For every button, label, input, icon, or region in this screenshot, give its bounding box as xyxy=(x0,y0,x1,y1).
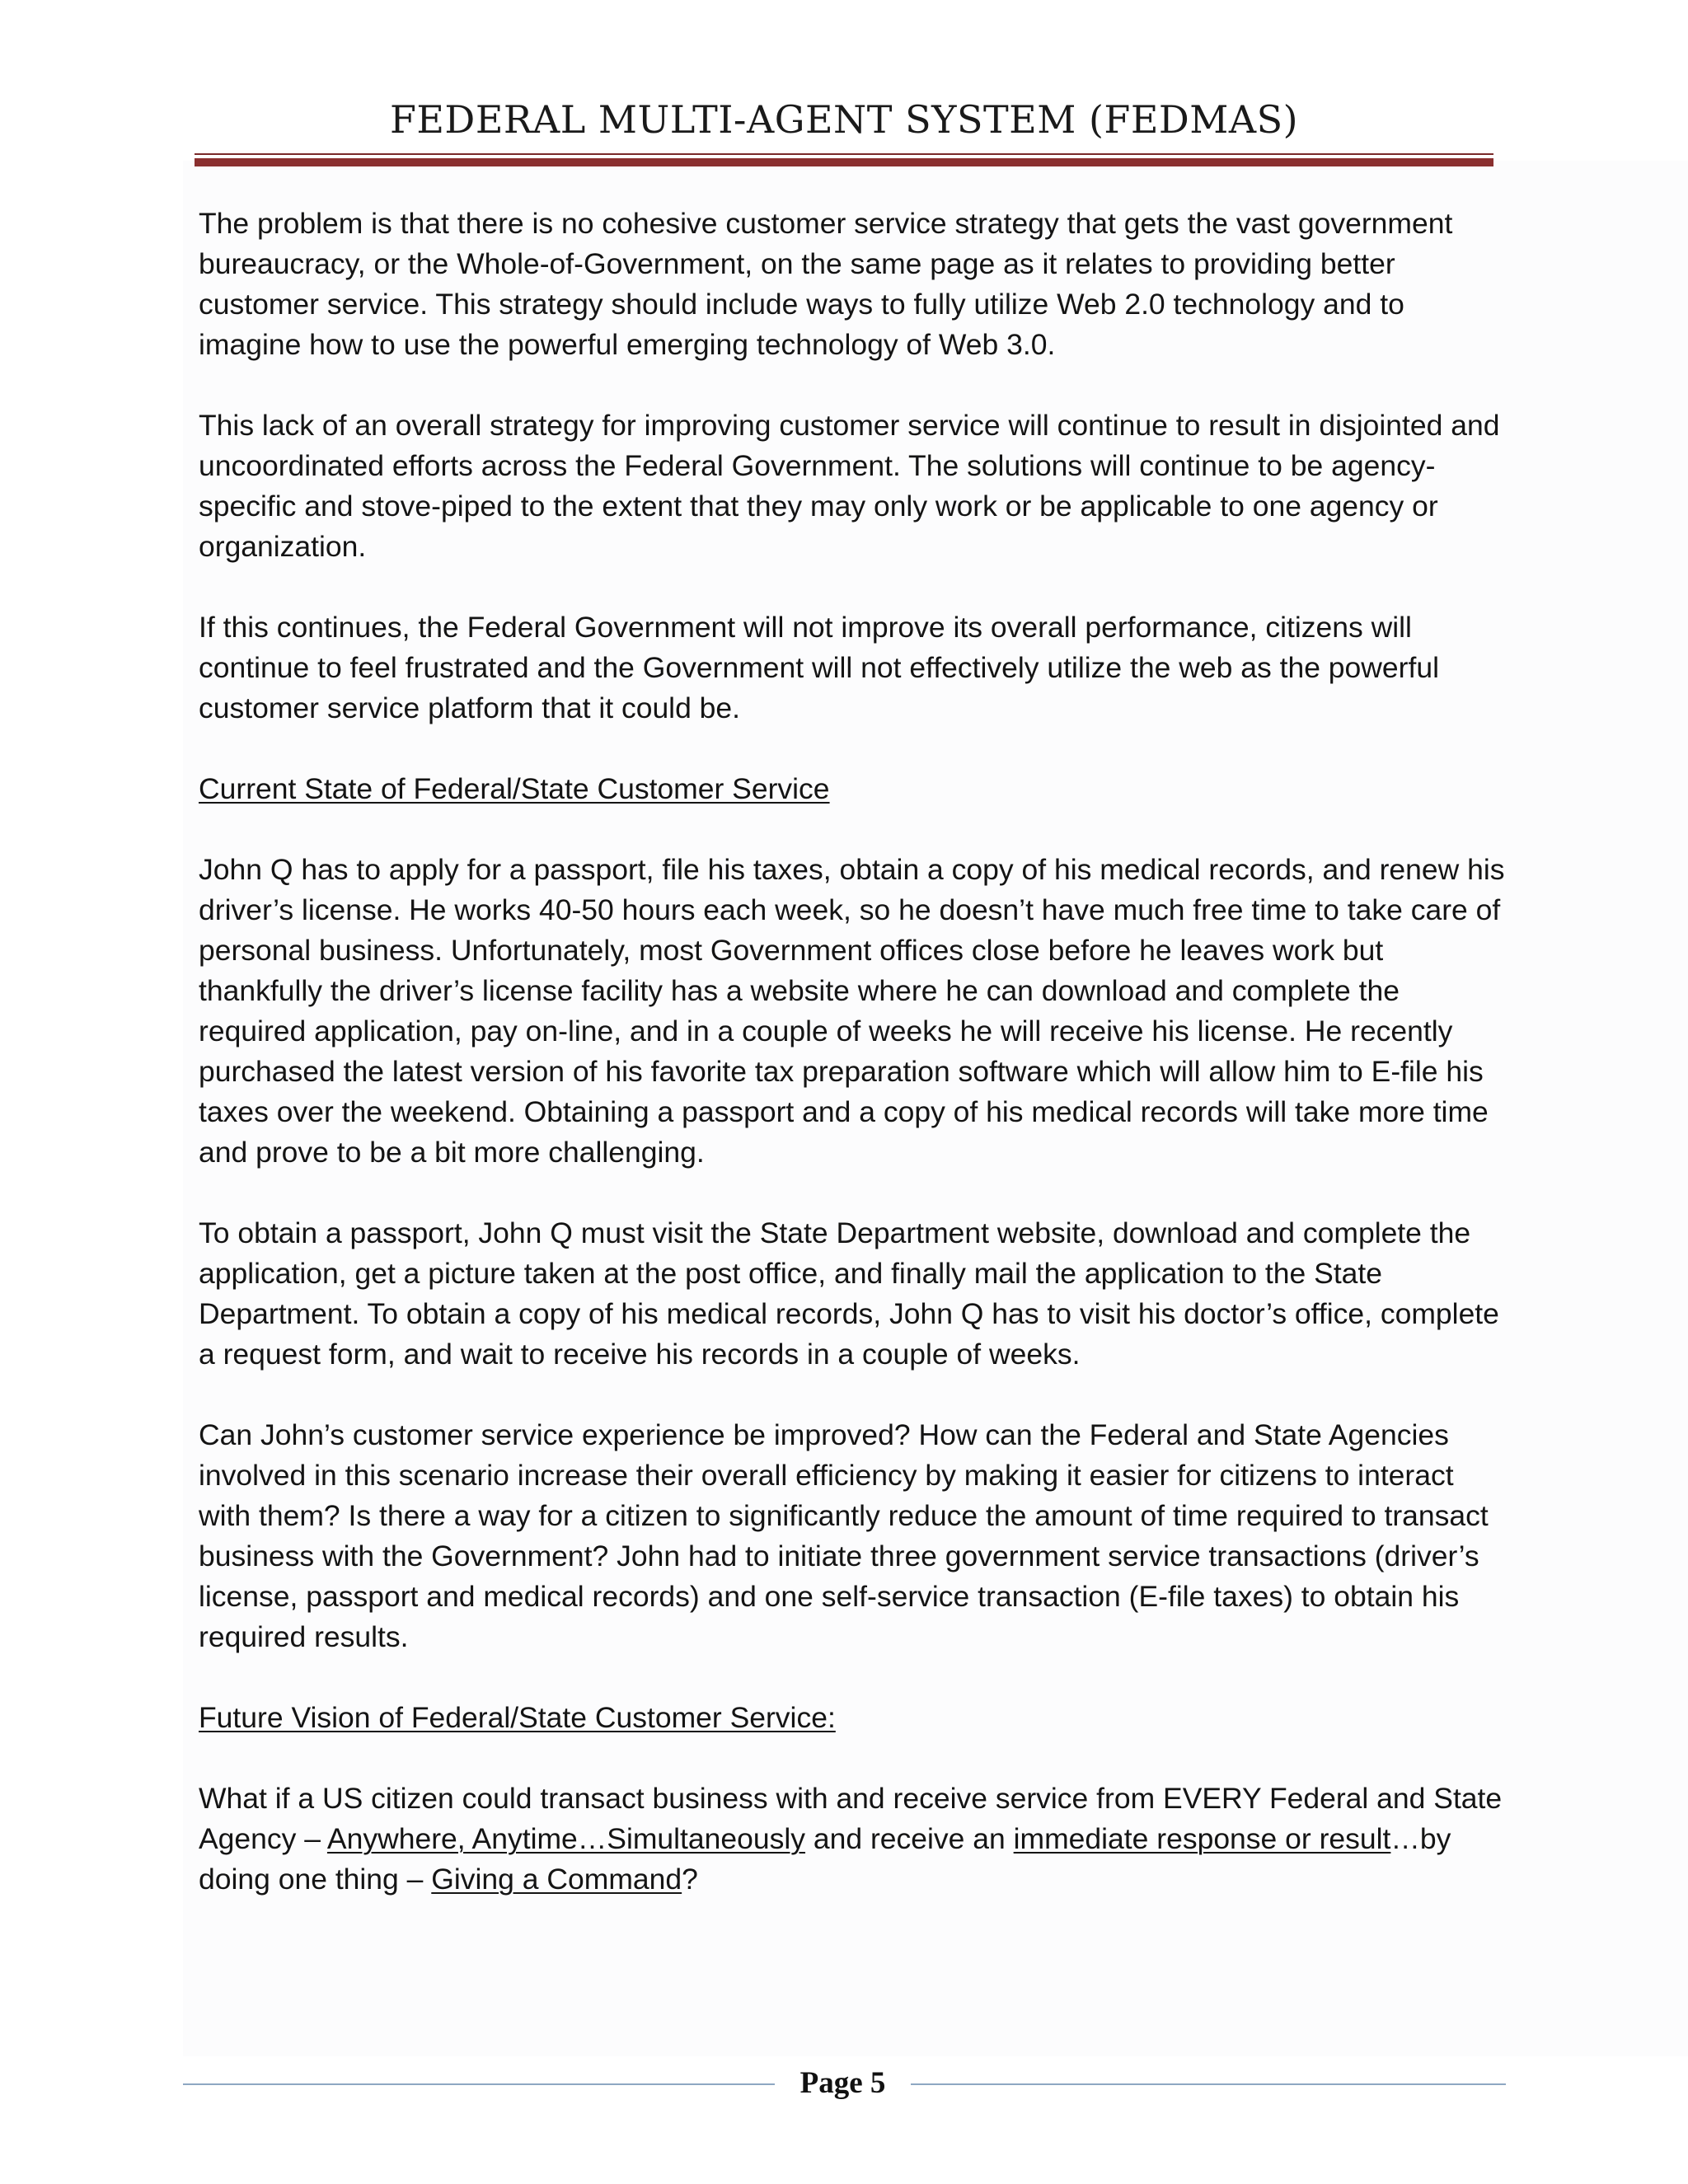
paragraph-consequences: If this continues, the Federal Government will not improve its overall performance, citizens will continue to feel frustrated and the Government will not effectively utilize the web as the powerful customer service platform that it could be. xyxy=(199,611,1439,724)
what-if-text-2: and receive an xyxy=(805,1822,1014,1855)
header-rule-thick xyxy=(195,158,1493,166)
what-if-text-3: …by doing one thing – xyxy=(199,1822,1451,1896)
paragraph-passport-records: To obtain a passport, John Q must visit the State Department website, download and complete the application, get a picture taken at the post office, and finally mail the application to the State Department. To obtain a copy of his medical records, John Q has to visit his doctor’s office, complete a request form, and wait to receive his records in a couple of weeks. xyxy=(199,1216,1499,1371)
document-body xyxy=(199,204,1505,1940)
what-if-text-1: What if a US citizen could transact business with and receive service from EVERY Federal and State Agency – xyxy=(199,1782,1503,1855)
paragraph-what-if xyxy=(199,1779,1505,1900)
section-heading-future-vision xyxy=(199,1698,1505,1738)
page-header-title: FEDERAL MULTI-AGENT SYSTEM (FEDMAS) xyxy=(389,97,1299,142)
section-heading-future-vision-text: Future Vision of Federal/State Customer Service: xyxy=(199,1701,836,1734)
section-heading-current-state xyxy=(199,769,1505,809)
paragraph-lack-of-strategy: This lack of an overall strategy for improving customer service will continue to result in disjointed and uncoordinated efforts across the Federal Government. The solutions will continue to be agency-specific and stove-piped to the extent that they may only work or be applicable to one agency or organization. xyxy=(199,409,1500,563)
section-heading-current-state-text: Current State of Federal/State Customer Service xyxy=(199,772,830,805)
underlined-anywhere-anytime: Anywhere, Anytime…Simultaneously xyxy=(326,1822,806,1855)
paragraph-problem: The problem is that there is no cohesive customer service strategy that gets the vast government bureaucracy, or the Whole-of-Government, on the same page as it relates to providing better customer service. This strategy should include ways to fully utilize Web 2.0 technology and to imagine how to use the powerful emerging technology of Web 3.0. xyxy=(199,207,1453,361)
footer-rule-left xyxy=(183,2083,775,2085)
paragraph-john-q-tasks: John Q has to apply for a passport, file his taxes, obtain a copy of his medical records, and renew his driver’s license. He works 40-50 hours each week, so he doesn’t have much free time to take care of personal business. Unfortunately, most Government offices close before he leaves work but thankfully the driver’s license facility has a website where he can download and complete the required application, pay on-line, and in a couple of weeks he will receive his license. He recently purchased the latest version of his favorite tax preparation software which will allow him to E-file his taxes over the weekend. Obtaining a passport and a copy of his medical records will take more time and prove to be a bit more challenging. xyxy=(199,853,1505,1169)
underlined-giving-a-command: Giving a Command xyxy=(431,1863,682,1896)
header-rule-thin xyxy=(195,153,1493,155)
underlined-immediate-response: immediate response or result xyxy=(1013,1822,1391,1855)
what-if-text-4: ? xyxy=(682,1863,698,1896)
page-number: Page 5 xyxy=(799,2066,886,2100)
paragraph-questions: Can John’s customer service experience be improved? How can the Federal and State Agencies involved in this scenario increase their overall efficiency by making it easier for citizens to interact with them? Is there a way for a citizen to significantly reduce the amount of time required to transact business with the Government? John had to initiate three government service transactions (driver’s license, passport and medical records) and one self-service transaction (E-file taxes) to obtain his required results. xyxy=(199,1418,1489,1653)
footer-rule-right xyxy=(911,2083,1506,2085)
